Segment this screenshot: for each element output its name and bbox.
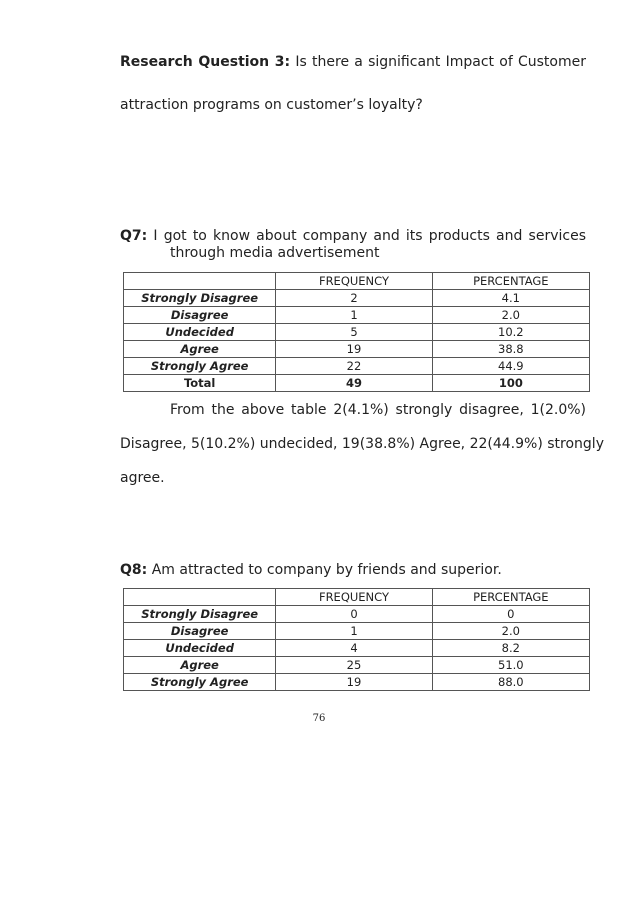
page-number: 76: [312, 713, 326, 724]
row-percentage: 8.2: [432, 640, 589, 657]
table-row: [124, 358, 590, 375]
row-label: Strongly Agree: [124, 674, 276, 691]
q7-heading-line-1: [120, 228, 586, 244]
table-row: [124, 341, 590, 358]
table-row: [124, 640, 590, 657]
row-frequency: 4: [276, 640, 432, 657]
row-label: Disagree: [124, 623, 276, 640]
row-frequency: 1: [276, 623, 432, 640]
row-percentage: 38.8: [432, 341, 589, 358]
q8-question-text: Am attracted to company by friends and superior.: [151, 562, 502, 578]
q8-heading: [120, 562, 586, 578]
q8-table: [123, 588, 590, 691]
row-percentage: 10.2: [432, 324, 589, 341]
paragraph-line-3: agree.: [120, 470, 165, 486]
research-question-text: Is there a significant Impact of Customer: [295, 54, 586, 70]
row-percentage: 4.1: [432, 290, 589, 307]
table-row: [124, 657, 590, 674]
q7-question-text: I got to know about company and its products and services: [153, 228, 586, 244]
table-row: [124, 307, 590, 324]
row-percentage: 0: [432, 606, 589, 623]
row-label: Agree: [124, 341, 276, 358]
table-row: [124, 623, 590, 640]
row-label: Undecided: [124, 324, 276, 341]
row-frequency: 2: [276, 290, 432, 307]
table-row: [124, 674, 590, 691]
q8-label: Q8:: [120, 562, 148, 578]
table-header-percentage: PERCENTAGE: [432, 273, 589, 290]
row-frequency: 25: [276, 657, 432, 674]
table-header-blank: [124, 273, 276, 290]
paragraph-line-2: Disagree, 5(10.2%) undecided, 19(38.8%) Agree, 22(44.9%) strongly: [120, 436, 604, 452]
table-total-row: [124, 375, 590, 392]
row-percentage: 88.0: [432, 674, 589, 691]
row-label: Strongly Disagree: [124, 606, 276, 623]
table-header-percentage: PERCENTAGE: [432, 589, 589, 606]
row-frequency: 19: [276, 341, 432, 358]
research-question-label: Research Question 3:: [120, 54, 291, 70]
row-label: Agree: [124, 657, 276, 674]
q7-table: [123, 272, 590, 392]
row-frequency: 22: [276, 358, 432, 375]
table-row: [124, 290, 590, 307]
row-percentage: 51.0: [432, 657, 589, 674]
row-percentage: 2.0: [432, 623, 589, 640]
table-header-row: [124, 589, 590, 606]
row-frequency: 0: [276, 606, 432, 623]
table-row: [124, 324, 590, 341]
table-row: [124, 606, 590, 623]
table-header-frequency: FREQUENCY: [276, 273, 432, 290]
research-question-line-2: attraction programs on customer’s loyalty?: [120, 97, 423, 113]
row-frequency: 5: [276, 324, 432, 341]
table-header-blank: [124, 589, 276, 606]
paragraph-line-1: From the above table 2(4.1%) strongly disagree, 1(2.0%): [170, 402, 586, 418]
total-label: Total: [124, 375, 276, 392]
row-label: Undecided: [124, 640, 276, 657]
row-percentage: 44.9: [432, 358, 589, 375]
total-frequency: 49: [276, 375, 432, 392]
row-label: Strongly Agree: [124, 358, 276, 375]
row-label: Strongly Disagree: [124, 290, 276, 307]
row-percentage: 2.0: [432, 307, 589, 324]
row-frequency: 1: [276, 307, 432, 324]
row-label: Disagree: [124, 307, 276, 324]
q7-label: Q7:: [120, 228, 148, 244]
q7-heading-line-2: through media advertisement: [170, 245, 380, 261]
research-question-line-1: [120, 54, 586, 70]
table-header-row: [124, 273, 590, 290]
total-percentage: 100: [432, 375, 589, 392]
table-header-frequency: FREQUENCY: [276, 589, 432, 606]
row-frequency: 19: [276, 674, 432, 691]
